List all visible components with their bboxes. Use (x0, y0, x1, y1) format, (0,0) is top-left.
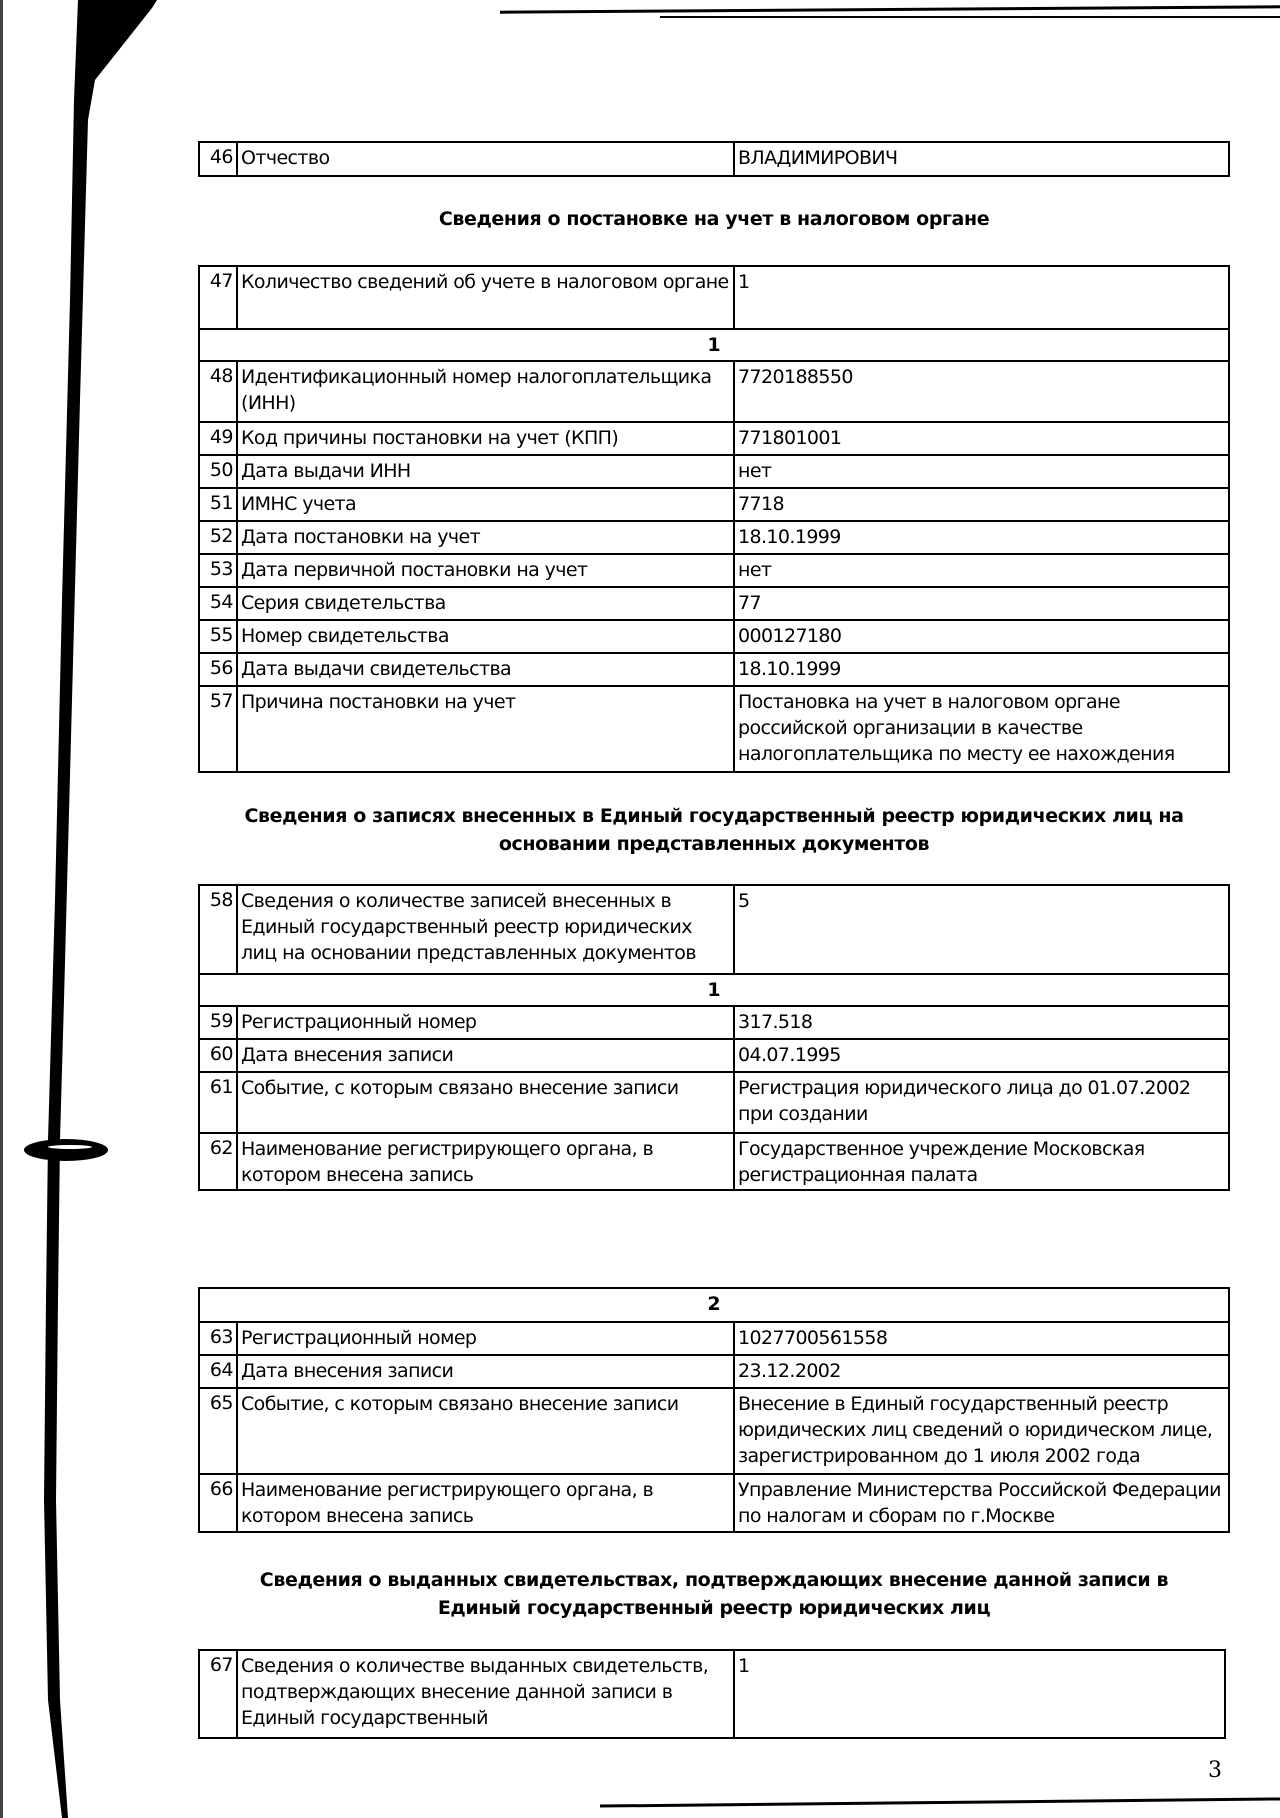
table-row (200, 886, 1228, 973)
group-header: 1 (200, 328, 1228, 360)
table-tax (198, 265, 1230, 773)
table-row (200, 1071, 1228, 1132)
table-row (200, 1038, 1228, 1071)
row-value: 1 (738, 1655, 750, 1677)
page-number: 3 (1208, 1758, 1222, 1783)
row-label: Событие, с которым связано внесение записи (238, 1389, 735, 1473)
row-value: 1 (738, 271, 750, 293)
row-label: Код причины постановки на учет (КПП) (238, 423, 735, 454)
table-row (200, 1387, 1228, 1473)
table-row (200, 1473, 1228, 1531)
section-heading-certs: Сведения о выданных свидетельствах, подтверждающих внесение данной записи в Единый государственный реестр юридических лиц (259, 1569, 1169, 1619)
row-number: 55 (200, 621, 238, 652)
row-label: Регистрационный номер (238, 1007, 735, 1038)
table-row (200, 586, 1228, 619)
row-value: Постановка на учет в налоговом органе российской организации в качестве налогоплательщика по месту ее нахождения (738, 691, 1175, 765)
row-label: Отчество (238, 143, 735, 175)
row-label: Событие, с которым связано внесение записи (238, 1073, 735, 1132)
row-number: 57 (200, 687, 238, 771)
row-number: 49 (200, 423, 238, 454)
row-number: 62 (200, 1134, 238, 1189)
row-value: 771801001 (738, 427, 842, 449)
table-row (200, 1132, 1228, 1189)
row-label: Серия свидетельства (238, 588, 735, 619)
row-number: 46 (200, 143, 238, 175)
row-label: Дата внесения записи (238, 1356, 735, 1387)
row-label: Наименование регистрирующего органа, в котором внесена запись (238, 1475, 735, 1531)
row-number: 58 (200, 886, 238, 973)
scan-bottom-rule (600, 1797, 1280, 1807)
row-value: 18.10.1999 (738, 526, 841, 548)
table-tail (198, 141, 1230, 177)
row-label: Дата выдачи свидетельства (238, 654, 735, 685)
row-number: 67 (200, 1651, 238, 1737)
row-value: 7720188550 (738, 366, 853, 388)
table-row (200, 1321, 1228, 1354)
row-label: Наименование регистрирующего органа, в котором внесена запись (238, 1134, 735, 1189)
row-value: Управление Министерства Российской Федерации по налогам и сборам по г.Москве (738, 1479, 1221, 1527)
row-value: 1027700561558 (738, 1327, 888, 1349)
group-header: 1 (200, 973, 1228, 1005)
row-number: 59 (200, 1007, 238, 1038)
row-number: 50 (200, 456, 238, 487)
table-row (200, 619, 1228, 652)
table-row (200, 267, 1228, 328)
row-number: 56 (200, 654, 238, 685)
row-value: Внесение в Единый государственный реестр юридических лиц сведений о юридическом лице, зарегистрированном до 1 июля 2002 года (738, 1393, 1213, 1467)
row-label: Дата первичной постановки на учет (238, 555, 735, 586)
table-row (200, 487, 1228, 520)
row-label: Сведения о количестве выданных свидетельств, подтверждающих внесение данной записи в Единый государственный (238, 1651, 735, 1737)
row-label: Сведения о количестве записей внесенных в Единый государственный реестр юридических лиц на основании представленных документов (238, 886, 735, 973)
table-row (200, 454, 1228, 487)
row-value: Государственное учреждение Московская регистрационная палата (738, 1138, 1145, 1186)
table-row (200, 1651, 1224, 1737)
row-number: 64 (200, 1356, 238, 1387)
scan-top-rule-2 (660, 16, 1280, 18)
row-number: 52 (200, 522, 238, 553)
row-value: 7718 (738, 493, 784, 515)
section-heading-tax: Сведения о постановке на учет в налоговом органе (438, 208, 990, 230)
row-label: Идентификационный номер налогоплательщика (ИНН) (238, 362, 735, 421)
row-value: нет (738, 460, 772, 482)
row-label: Дата внесения записи (238, 1040, 735, 1071)
table-row (200, 143, 1228, 175)
row-label: Регистрационный номер (238, 1323, 735, 1354)
table-row (200, 1005, 1228, 1038)
row-number: 53 (200, 555, 238, 586)
row-number: 47 (200, 267, 238, 328)
row-number: 66 (200, 1475, 238, 1531)
row-label: Количество сведений об учете в налоговом органе (238, 267, 735, 328)
table-certs (198, 1649, 1226, 1739)
row-label: Номер свидетельства (238, 621, 735, 652)
row-value: ВЛАДИМИРОВИЧ (738, 147, 898, 169)
row-label: Дата выдачи ИНН (238, 456, 735, 487)
row-label: ИМНС учета (238, 489, 735, 520)
row-value: 317.518 (738, 1011, 813, 1033)
row-value: 23.12.2002 (738, 1360, 841, 1382)
table-row (200, 652, 1228, 685)
row-value: 18.10.1999 (738, 658, 841, 680)
row-value: нет (738, 559, 772, 581)
table-egrul-group-2 (198, 1287, 1230, 1533)
row-number: 51 (200, 489, 238, 520)
table-row (200, 553, 1228, 586)
row-number: 48 (200, 362, 238, 421)
row-value: 000127180 (738, 625, 842, 647)
scan-edge-shadow (0, 0, 200, 1818)
table-row (200, 1354, 1228, 1387)
table-row (200, 520, 1228, 553)
table-row (200, 360, 1228, 421)
row-value: 5 (738, 890, 750, 912)
row-value: 77 (738, 592, 761, 614)
row-value: Регистрация юридического лица до 01.07.2002 при создании (738, 1077, 1191, 1125)
row-number: 61 (200, 1073, 238, 1132)
row-number: 60 (200, 1040, 238, 1071)
row-number: 63 (200, 1323, 238, 1354)
scan-top-rule (500, 5, 1280, 13)
row-label: Причина постановки на учет (238, 687, 735, 771)
section-heading-egrul: Сведения о записях внесенных в Единый государственный реестр юридических лиц на основании представленных документов (244, 805, 1184, 855)
table-row (200, 421, 1228, 454)
table-egrul-count (198, 884, 1230, 1191)
row-number: 54 (200, 588, 238, 619)
binding-ring (24, 1139, 108, 1161)
table-row (200, 685, 1228, 771)
group-header: 2 (707, 1293, 721, 1315)
row-label: Дата постановки на учет (238, 522, 735, 553)
row-value: 04.07.1995 (738, 1044, 841, 1066)
row-number: 65 (200, 1389, 238, 1473)
